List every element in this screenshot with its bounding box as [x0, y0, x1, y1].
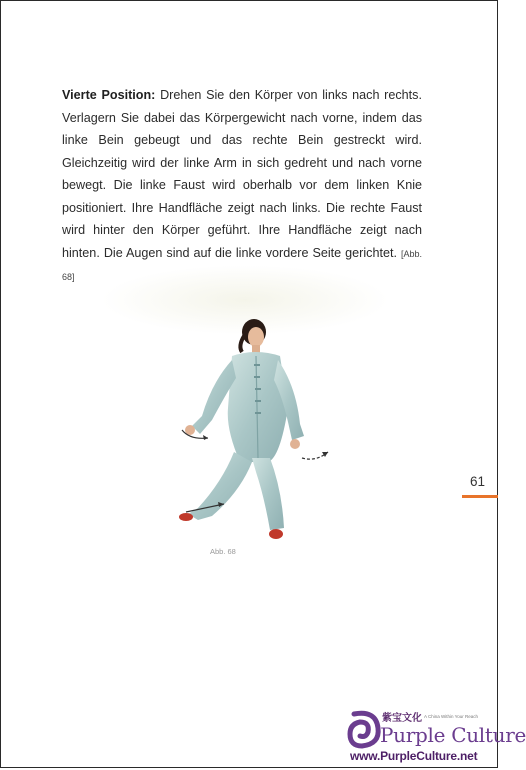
purple-culture-logo-icon — [346, 710, 382, 748]
body-text: Drehen Sie den Körper von links nach rechts. Verlagern Sie dabei das Körpergewicht nach vorne, indem das linke Bein gebeugt und das rechte Bein gestreckt wird. Gleichzeitig wird der linke Arm in sich gedreht und nach vorne bewegt. Die linke Faust wird oberhalb vor dem linken Knie positioniert. Ihre Handfläche zeigt nach links. Die rechte Faust wird hinter den Körper geführt. Ihre Handfläche zeigt nach hinten. Die Augen sind auf die linke vordere Seite gerichtet. — [62, 88, 422, 260]
page-number-rule — [462, 495, 498, 498]
tai-chi-figure-illustration — [168, 312, 340, 548]
figure-caption: Abb. 68 — [210, 547, 236, 556]
right-shoe — [269, 529, 283, 539]
right-leg — [252, 458, 284, 530]
watermark-url: www.PurpleCulture.net — [350, 749, 478, 763]
watermark-tagline: A China Within Your Reach — [424, 714, 479, 719]
watermark-name: Purple Culture — [380, 723, 526, 747]
watermark-chinese: 紫宝文化 — [382, 713, 422, 724]
figure-reference: [Abb. 68] — [62, 248, 422, 282]
body-paragraph — [62, 84, 422, 289]
page-number: 61 — [470, 474, 486, 489]
purple-culture-watermark — [344, 708, 526, 768]
left-shoe — [179, 513, 193, 521]
position-heading: Vierte Position: — [62, 88, 156, 102]
face — [248, 327, 264, 347]
